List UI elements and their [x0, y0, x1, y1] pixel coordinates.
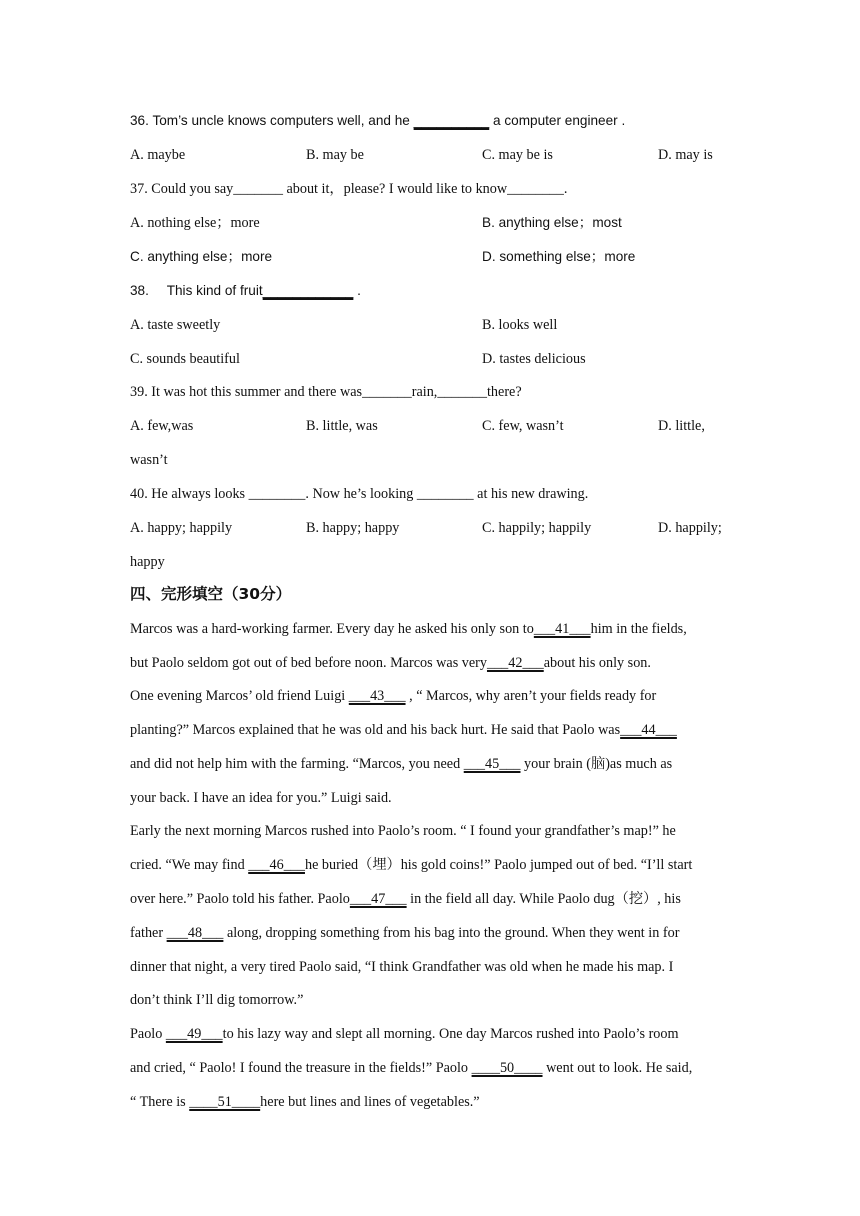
option-d: D. tastes delicious: [482, 351, 586, 367]
passage-text: father: [130, 925, 167, 941]
passage-line: [130, 1058, 692, 1078]
answer-blank: __________: [413, 113, 490, 128]
option-c: C. anything else；more: [130, 249, 273, 264]
question-stem-end: a computer engineer .: [489, 113, 626, 128]
passage-text: to his lazy way and slept all morning. One day Marcos rushed into Paolo’s room: [222, 1026, 679, 1042]
passage-text: and cried, “ Paolo! I found the treasure in the fields!” Paolo: [130, 1060, 472, 1076]
option-b: B. anything else；most: [482, 215, 622, 230]
passage-line: [130, 754, 672, 774]
option-c: C. few, wasn’t: [482, 418, 564, 434]
option-d: D. something else；more: [482, 249, 636, 264]
question-number: 39.: [130, 384, 148, 400]
question-39: [130, 382, 522, 402]
passage-text: about his only son.: [543, 655, 651, 671]
passage-text: cried. “We may find: [130, 857, 249, 873]
cloze-blank-43: ___43___: [348, 688, 406, 704]
cloze-blank-41: ___41___: [533, 621, 591, 637]
section-heading: 四、完形填空（30分）: [130, 585, 292, 603]
question-38: [130, 281, 361, 301]
passage-line: [130, 855, 692, 875]
passage-line: [130, 686, 656, 706]
answer-blank: ____________: [262, 283, 354, 298]
passage-text: and did not help him with the farming. “Marcos, you need: [130, 756, 464, 772]
passage-text: along, dropping something from his bag into the ground. When they went in for: [223, 925, 680, 941]
cloze-blank-47: ___47___: [349, 891, 407, 907]
option-c: C. may be is: [482, 147, 553, 163]
option-d-continued: happy: [130, 554, 165, 570]
passage-line: [130, 619, 687, 639]
passage-line: [130, 1092, 480, 1112]
cloze-blank-48: ___48___: [166, 925, 224, 941]
option-b: B. happy; happy: [306, 520, 400, 536]
passage-text: planting?” Marcos explained that he was old and his back hurt. He said that Paolo was: [130, 722, 621, 738]
question-stem-end: .: [353, 283, 361, 298]
question-stem: It was hot this summer and there was_______rain,_______there?: [151, 384, 522, 400]
cloze-blank-51: ____51____: [189, 1094, 261, 1110]
option-b: B. little, was: [306, 418, 378, 434]
passage-text: Paolo: [130, 1026, 166, 1042]
question-stem: This kind of fruit: [166, 283, 263, 298]
passage-line: Early the next morning Marcos rushed into Paolo’s room. “ I found your grandfather’s map!” he: [130, 823, 676, 839]
passage-text: but Paolo seldom got out of bed before noon. Marcos was very: [130, 655, 487, 671]
question-stem: Could you say_______ about it，please? I would like to know________.: [151, 181, 568, 197]
question-number: 36.: [130, 113, 149, 128]
option-d-continued: wasn’t: [130, 452, 168, 468]
passage-text: your brain (脑)as much as: [520, 756, 673, 772]
passage-line: [130, 1024, 679, 1044]
option-a: A. few,was: [130, 418, 194, 434]
passage-text: Marcos was a hard-working farmer. Every day he asked his only son to: [130, 621, 534, 637]
passage-line: dinner that night, a very tired Paolo said, “I think Grandfather was old when he made his map. I: [130, 959, 674, 975]
option-a: A. maybe: [130, 147, 186, 163]
option-a: A. nothing else；more: [130, 215, 260, 231]
cloze-blank-45: ___45___: [463, 756, 521, 772]
cloze-blank-44: ___44___: [620, 722, 677, 738]
cloze-blank-50: ____50____: [471, 1060, 543, 1076]
cloze-blank-46: ___46___: [248, 857, 305, 873]
passage-text: One evening Marcos’ old friend Luigi: [130, 688, 349, 704]
option-b: B. may be: [306, 147, 364, 163]
option-c: C. sounds beautiful: [130, 351, 240, 367]
question-stem: He always looks ________. Now he’s looking ________ at his new drawing.: [151, 486, 589, 502]
question-36: [130, 111, 625, 131]
passage-line: [130, 889, 681, 909]
option-d: D. happily;: [658, 520, 722, 536]
option-a: A. taste sweetly: [130, 317, 221, 333]
passage-text: him in the fields,: [590, 621, 687, 637]
passage-text: went out to look. He said,: [542, 1060, 693, 1076]
question-40: [130, 484, 588, 504]
passage-text: over here.” Paolo told his father. Paolo: [130, 891, 350, 907]
cloze-blank-49: ___49___: [165, 1026, 223, 1042]
passage-text: in the field all day. While Paolo dug（挖）, his: [406, 891, 681, 907]
passage-line: [130, 720, 677, 740]
question-37: [130, 179, 567, 199]
option-a: A. happy; happily: [130, 520, 233, 536]
option-d: D. little,: [658, 418, 705, 434]
passage-text: “ There is: [130, 1094, 190, 1110]
cloze-blank-42: ___42___: [486, 655, 544, 671]
question-stem: Tom’s uncle knows computers well, and he: [152, 113, 414, 128]
passage-text: here but lines and lines of vegetables.”: [260, 1094, 480, 1110]
question-number: 38.: [130, 283, 149, 298]
passage-line: your back. I have an idea for you.” Luigi said.: [130, 790, 392, 806]
option-c: C. happily; happily: [482, 520, 592, 536]
option-b: B. looks well: [482, 317, 558, 333]
passage-text: he buried（埋）his gold coins!” Paolo jumped out of bed. “I’ll start: [304, 857, 693, 873]
passage-text: , “ Marcos, why aren’t your fields ready for: [405, 688, 657, 704]
passage-line: [130, 653, 651, 673]
question-number: 37.: [130, 181, 148, 197]
passage-line: [130, 923, 679, 943]
passage-line: don’t think I’ll dig tomorrow.”: [130, 992, 304, 1008]
question-number: 40.: [130, 486, 148, 502]
option-d: D. may is: [658, 147, 713, 163]
